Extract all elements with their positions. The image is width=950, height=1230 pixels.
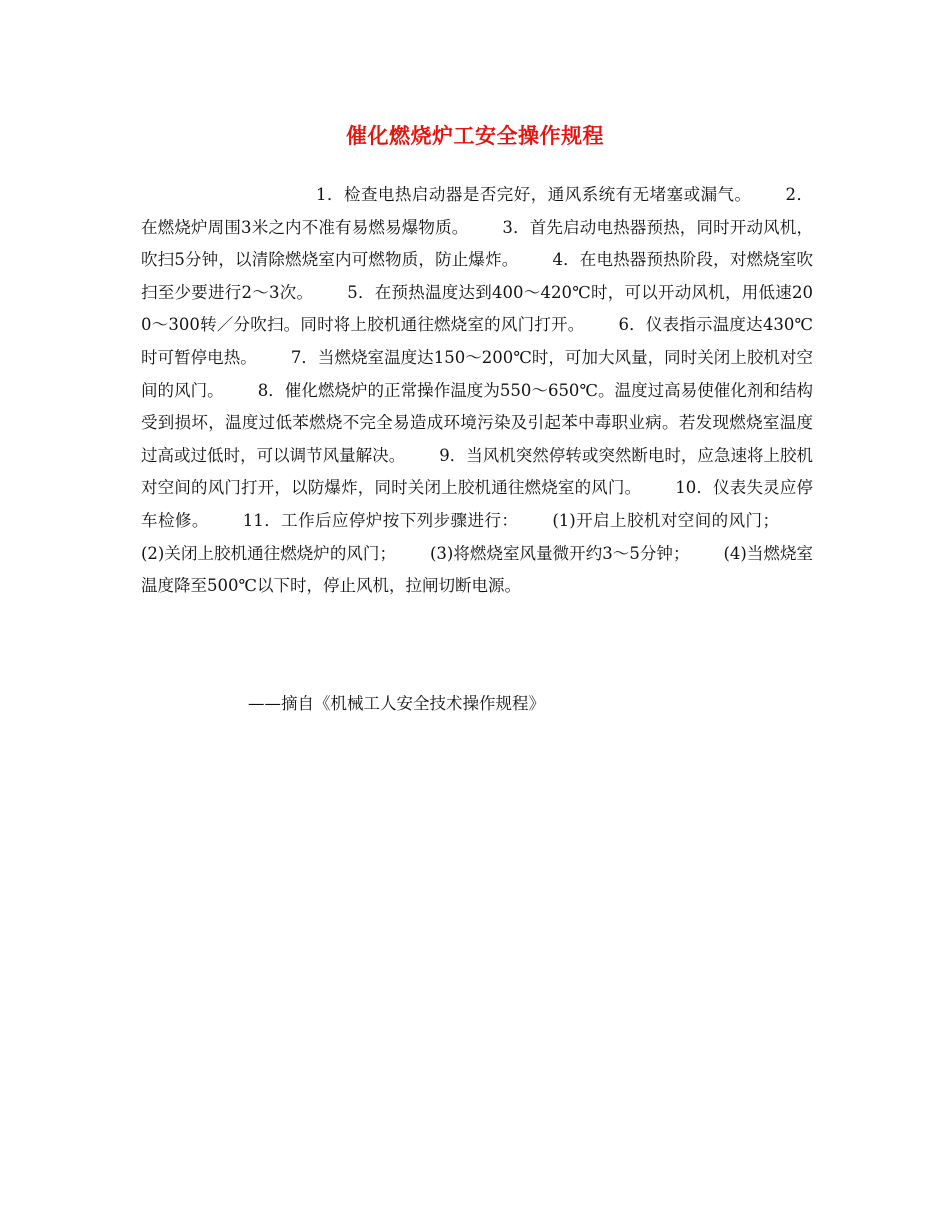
- rule-item-10: 10．仪表失灵应停车检修。: [141, 478, 814, 530]
- rule-item-4: 4．在电热器预热阶段，对燃烧室吹扫至少要进行2～3次。: [141, 250, 814, 302]
- rule-item-8: 8．催化燃烧炉的正常操作温度为550～650℃。温度过高易使催化剂和结构受到损坏，温度过低苯燃烧不完全易造成环境污染及引起苯中毒职业病。若发现燃烧室温度过高或过低时，可以调节风量解决。: [141, 380, 813, 465]
- document-body: [141, 179, 813, 603]
- rule-item-6: 6．仪表指示温度达430℃时可暂停电热。: [141, 315, 813, 367]
- rule-item-2: 2．在燃烧炉周围3米之内不准有易燃易爆物质。: [141, 185, 814, 237]
- rule-substep-2: (2)关闭上胶机通往燃烧炉的风门；: [141, 543, 396, 563]
- rule-item-9: 9．当风机突然停转或突然断电时，应急速将上胶机对空间的风门打开，以防爆炸，同时关闭上胶机通往燃烧室的风门。: [141, 445, 814, 498]
- document-title: 催化燃烧炉工安全操作规程: [346, 123, 604, 148]
- rule-substep-1: (1)开启上胶机对空间的风门；: [552, 510, 779, 530]
- rule-item-3: 3．首先启动电热器预热，同时开动风机，吹扫5分钟，以清除燃烧室内可燃物质，防止爆炸。: [141, 217, 813, 270]
- rule-substep-3: (3)将燃烧室风量微开约3～5分钟；: [429, 543, 690, 563]
- rule-item-7: 7．当燃烧室温度达150～200℃时，可加大风量，同时关闭上胶机对空间的风门。: [141, 347, 814, 400]
- rule-item-11: 11．工作后应停炉按下列步骤进行：: [242, 510, 519, 530]
- rule-item-5: 5．在预热温度达到400～420℃时，可以开动风机，用低速200～300转／分吹扫。同时将上胶机通往燃烧室的风门打开。: [141, 282, 813, 335]
- rule-item-1: 1．检查电热启动器是否完好，通风系统有无堵塞或漏气。: [316, 185, 752, 204]
- rule-substep-4: (4)当燃烧室温度降至500℃以下时，停止风机，拉闸切断电源。: [141, 543, 814, 596]
- source-citation: ——摘自《机械工人安全技术操作规程》: [248, 694, 545, 713]
